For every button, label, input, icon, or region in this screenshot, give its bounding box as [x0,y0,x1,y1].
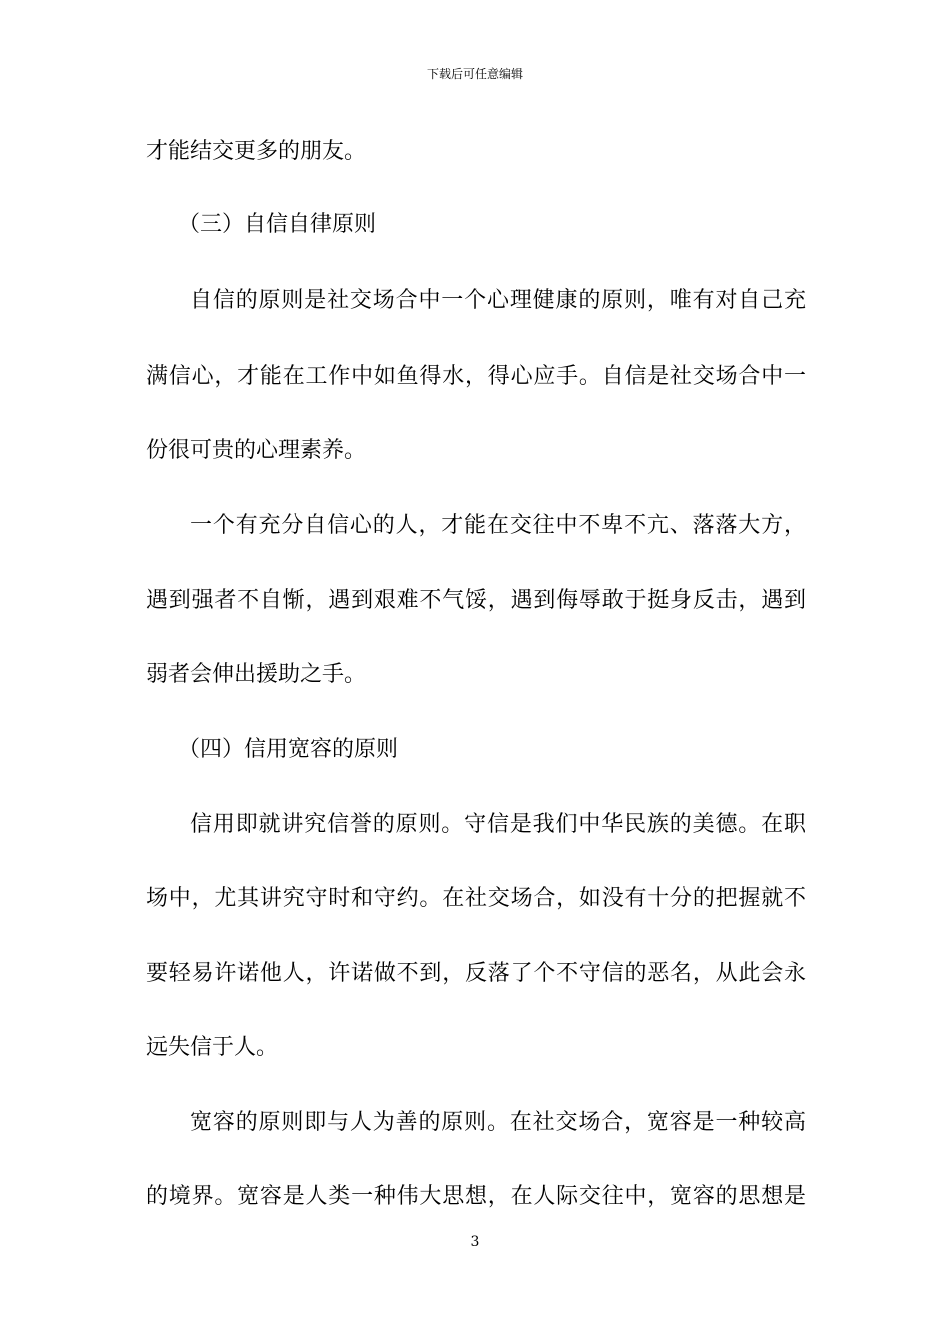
body-line: 弱者会伸出援助之手。 [146,662,367,687]
body-line: 要轻易许诺他人，许诺做不到，反落了个不守信的恶名，从此会永 [146,961,806,986]
body-line: 自信的原则是社交场合中一个心理健康的原则，唯有对自己充 [190,288,806,313]
body-line: 场中，尤其讲究守时和守约。在社交场合，如没有十分的把握就不 [146,886,806,911]
page-number: 3 [470,1234,480,1250]
body-line: 远失信于人。 [146,1035,279,1060]
section-heading-4: （四）信用宽容的原则 [178,737,399,762]
body-line: 份很可贵的心理素养。 [146,438,367,463]
body-line: 的境界。宽容是人类一种伟大思想，在人际交往中，宽容的思想是 [146,1184,806,1209]
body-line: 遇到强者不自惭，遇到艰难不气馁，遇到侮辱敢于挺身反击，遇到 [146,588,806,613]
page-header: 下载后可任意编辑 [426,67,523,81]
body-line: 宽容的原则即与人为善的原则。在社交场合，宽容是一种较高 [190,1110,806,1135]
body-line: 信用即就讲究信誉的原则。守信是我们中华民族的美德。在职 [190,812,806,837]
body-line: 才能结交更多的朋友。 [146,139,367,164]
body-line: 一个有充分自信心的人，才能在交往中不卑不亢、落落大方， [190,513,806,538]
section-heading-3: （三）自信自律原则 [178,212,377,237]
body-line: 满信心，才能在工作中如鱼得水，得心应手。自信是社交场合中一 [146,364,806,389]
